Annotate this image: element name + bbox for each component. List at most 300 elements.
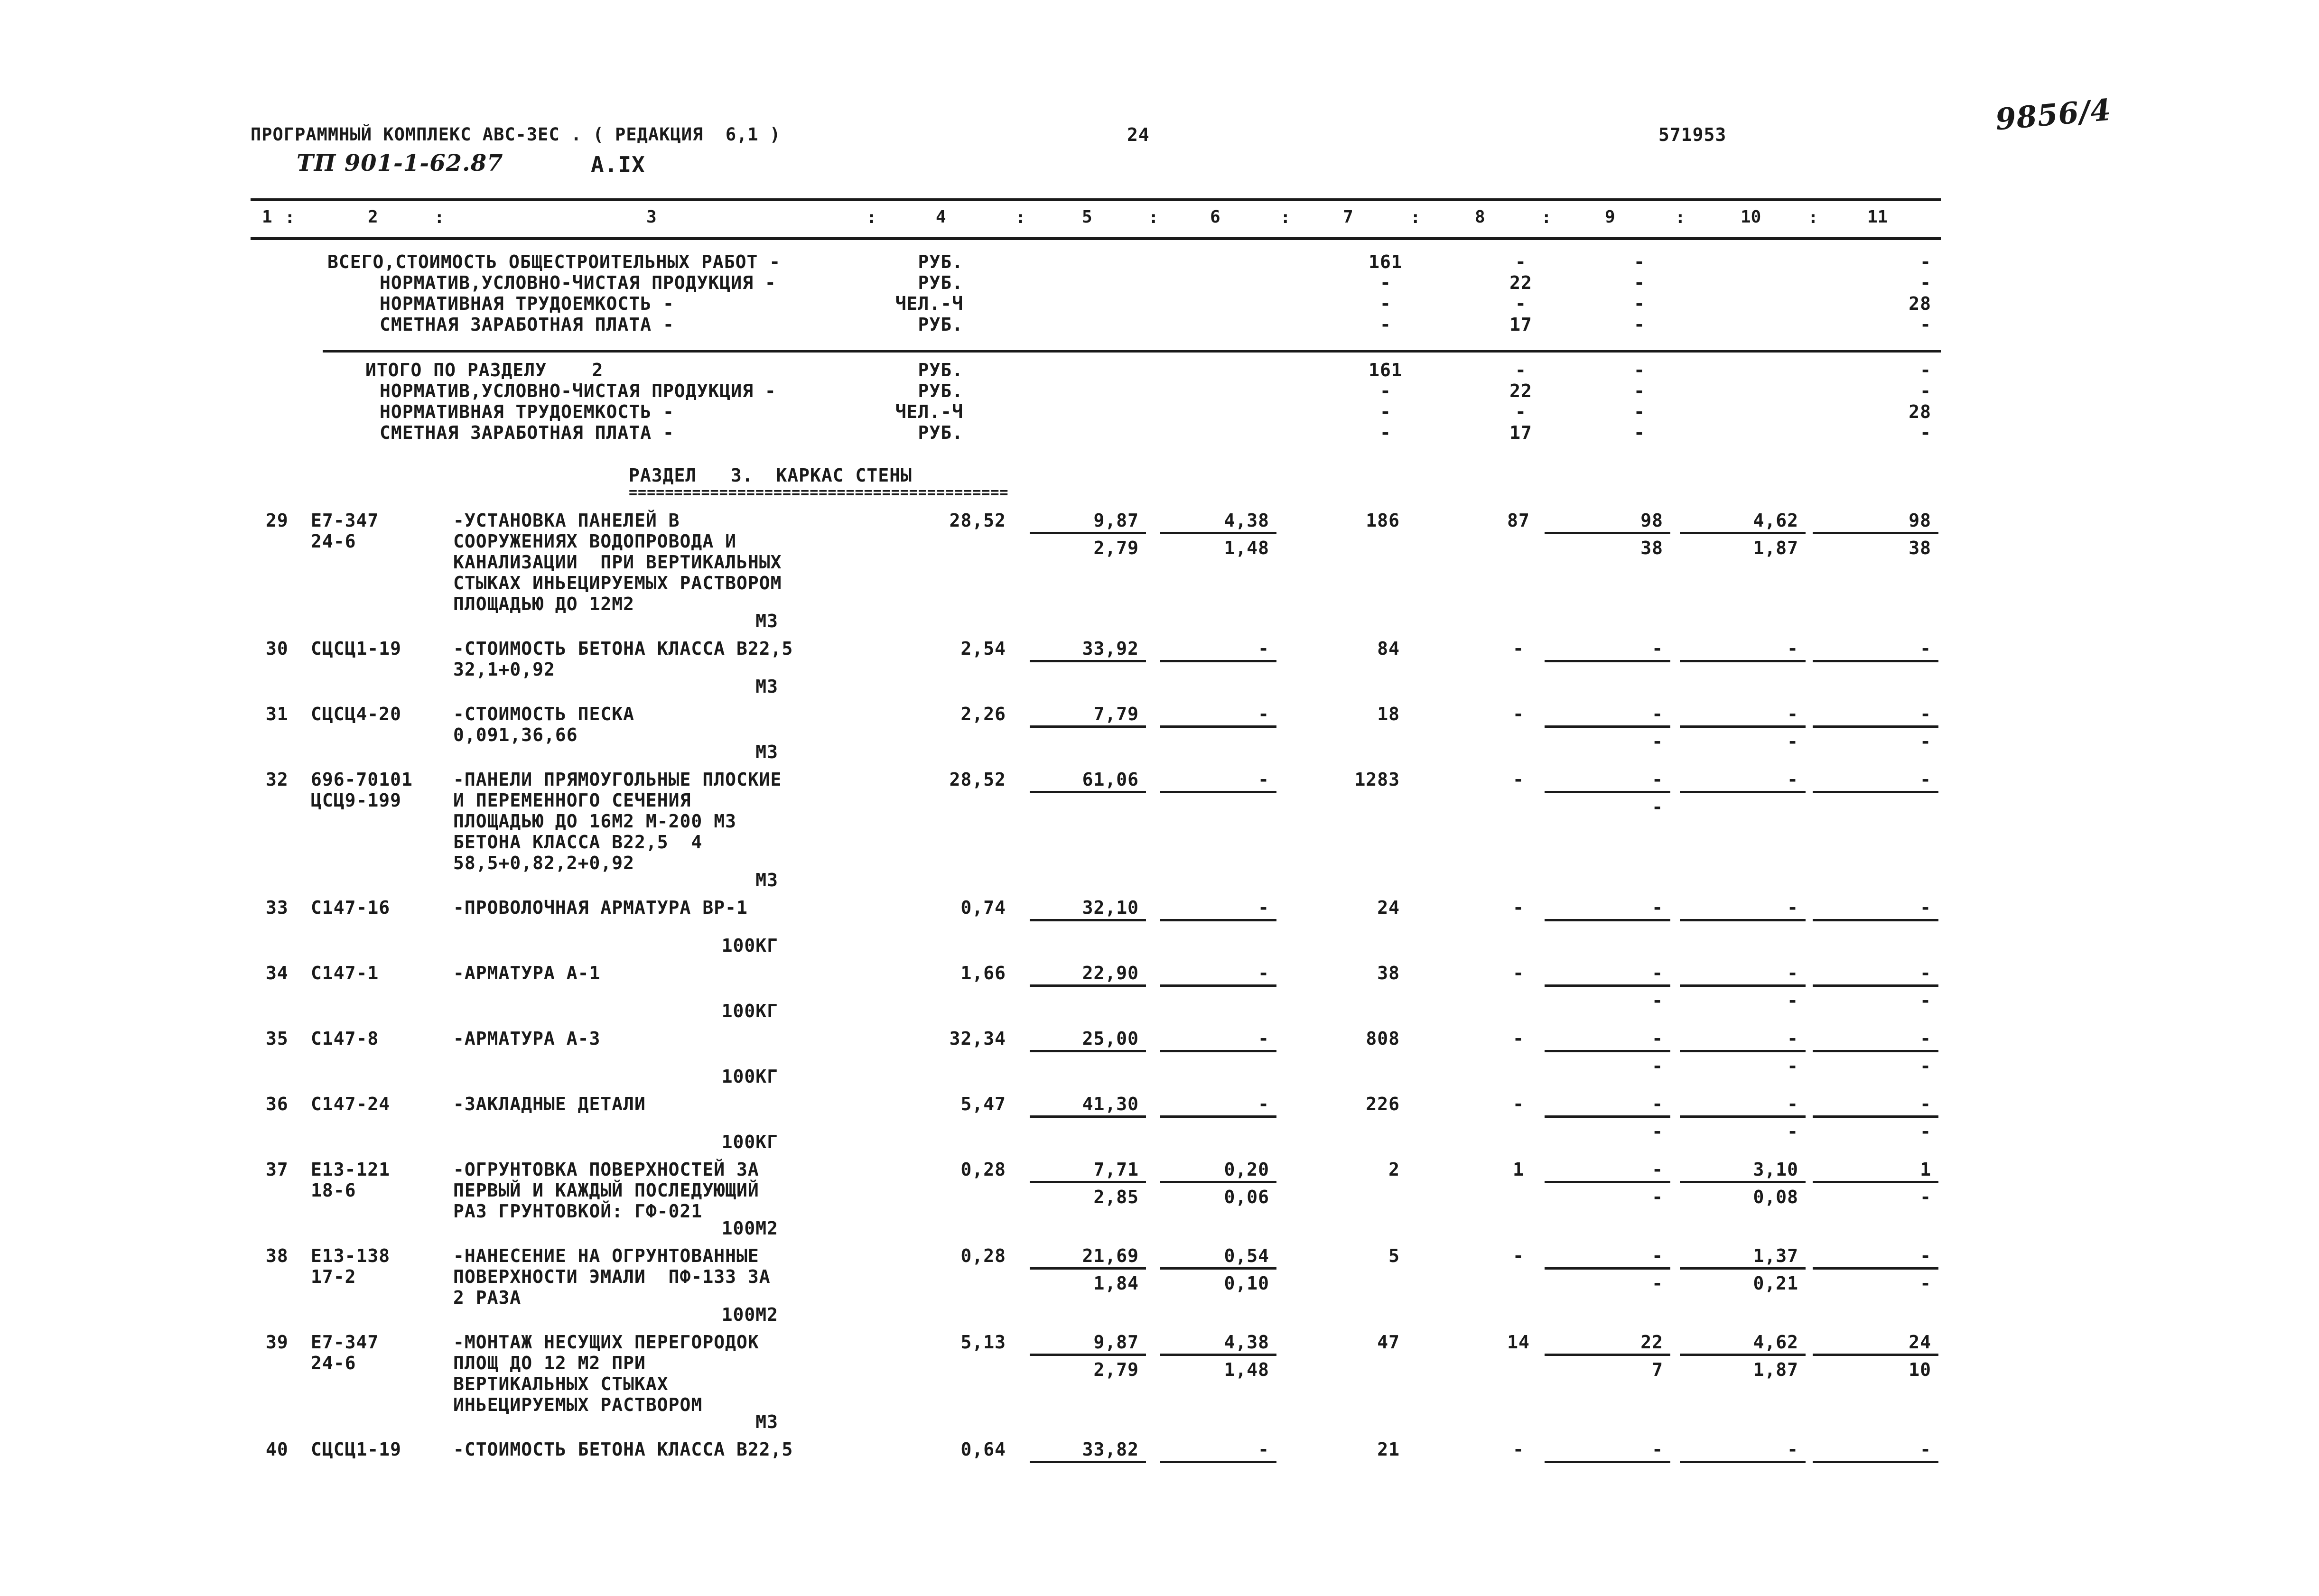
row-number: 30 — [266, 638, 289, 659]
row-description: ПЛОЩАДЬЮ ДО 16М2 М-200 М3 — [453, 811, 736, 832]
cell-underline — [1545, 1181, 1670, 1183]
doc-code: ТП 901-1-62.87 — [297, 150, 503, 176]
summary-unit: РУБ. — [918, 380, 963, 401]
program-title: ПРОГРАММНЫЙ КОМПЛЕКС АВС-ЗЕС . ( РЕДАКЦИЯ 6,1 ) — [251, 124, 781, 145]
row-col10: - — [1787, 1439, 1798, 1460]
row-number: 36 — [266, 1094, 289, 1114]
row-description: ПЛОЩАДЬЮ ДО 12М2 — [453, 594, 635, 614]
row-number: 33 — [266, 897, 289, 918]
cell-underline — [1160, 1050, 1276, 1052]
cell-underline — [1030, 725, 1146, 728]
summary-col9: - — [1634, 293, 1645, 314]
row-unit: 100М2 — [721, 1304, 778, 1325]
row-col10: - — [1787, 1094, 1798, 1114]
row-machine-cost: 4,38 — [1224, 1332, 1269, 1353]
summary-line: СМЕТНАЯ ЗАРАБОТНАЯ ПЛАТА - — [380, 314, 674, 335]
cell-underline — [1813, 1115, 1938, 1118]
row-machine-cost: 0,20 — [1224, 1159, 1269, 1180]
row-unit-cost: 33,82 — [1082, 1439, 1139, 1460]
row-col11-second: - — [1920, 1056, 1931, 1076]
row-total-cost: 21 — [1377, 1439, 1400, 1460]
column-header: 8 — [1475, 207, 1485, 227]
row-description: -ПРОВОЛОЧНАЯ АРМАТУРА ВР-1 — [453, 897, 748, 918]
row-machine-cost-wage: 1,48 — [1224, 538, 1269, 558]
summary-col9: - — [1634, 380, 1645, 401]
row-number: 40 — [266, 1439, 289, 1460]
cell-underline — [1680, 1115, 1806, 1118]
cell-underline — [1680, 984, 1806, 987]
row-col10: - — [1787, 963, 1798, 984]
row-unit-cost: 9,87 — [1093, 510, 1139, 531]
cell-underline — [1680, 1461, 1806, 1463]
row-code: ЦСЦ9-199 — [311, 790, 402, 811]
row-col10: 4,62 — [1753, 1332, 1798, 1353]
row-quantity: 0,28 — [960, 1159, 1006, 1180]
row-description: 2 РАЗА — [453, 1287, 522, 1308]
cell-underline — [1680, 919, 1806, 921]
row-col11-second: - — [1920, 1121, 1931, 1142]
summary-unit: РУБ. — [918, 360, 963, 380]
row-machine-cost-wage: 0,06 — [1224, 1187, 1269, 1207]
row-col10-second: - — [1787, 1056, 1798, 1076]
row-code: СЦСЦ1-19 — [311, 1439, 402, 1460]
cell-underline — [1030, 1267, 1146, 1270]
row-col11: - — [1920, 1439, 1931, 1460]
row-description: -НАНЕСЕНИЕ НА ОГРУНТОВАННЫЕ — [453, 1245, 759, 1266]
row-col8: - — [1513, 1245, 1524, 1266]
row-col9-second: 38 — [1640, 538, 1663, 558]
row-number: 39 — [266, 1332, 289, 1353]
section-title-underline: ========================================== — [629, 484, 1009, 501]
summary-col11: - — [1920, 422, 1931, 443]
row-col11: - — [1920, 1094, 1931, 1114]
row-total-cost: 18 — [1377, 704, 1400, 724]
row-unit-cost: 22,90 — [1082, 963, 1139, 984]
code-right: 571953 — [1658, 124, 1727, 145]
album-code: А.IX — [591, 152, 645, 177]
cell-underline — [1030, 791, 1146, 793]
row-number: 37 — [266, 1159, 289, 1180]
cell-underline — [1813, 1461, 1938, 1463]
row-number: 34 — [266, 963, 289, 984]
row-description: ПЛОЩ ДО 12 М2 ПРИ — [453, 1353, 646, 1373]
cell-underline — [1545, 532, 1670, 534]
cell-underline — [1813, 984, 1938, 987]
summary-col7: - — [1380, 401, 1391, 422]
column-header: 11 — [1867, 207, 1888, 227]
row-code: 24-6 — [311, 531, 356, 552]
row-machine-cost: - — [1258, 963, 1269, 984]
row-col9-second: - — [1652, 990, 1663, 1011]
summary-rule-1 — [323, 350, 1941, 353]
row-number: 35 — [266, 1028, 289, 1049]
row-col8: - — [1513, 1439, 1524, 1460]
cell-underline — [1680, 1050, 1806, 1052]
row-col10-second: 0,21 — [1753, 1273, 1798, 1294]
row-total-cost: 808 — [1366, 1028, 1400, 1049]
summary-col9: - — [1634, 314, 1645, 335]
cell-underline — [1545, 660, 1670, 662]
row-machine-cost: - — [1258, 638, 1269, 659]
row-quantity: 0,74 — [960, 897, 1006, 918]
row-col10: - — [1787, 638, 1798, 659]
summary-col7: - — [1380, 380, 1391, 401]
column-header: 4 — [936, 207, 946, 227]
row-col11-second: - — [1920, 1273, 1931, 1294]
row-unit-cost-wage: 2,79 — [1093, 538, 1139, 558]
row-quantity: 32,34 — [949, 1028, 1006, 1049]
row-unit-cost: 25,00 — [1082, 1028, 1139, 1049]
row-total-cost: 226 — [1366, 1094, 1400, 1114]
summary-col11: - — [1920, 251, 1931, 272]
cell-underline — [1030, 1115, 1146, 1118]
cell-underline — [1545, 1461, 1670, 1463]
row-description: БЕТОНА КЛАССА В22,5 4 — [453, 832, 703, 853]
column-header: 7 — [1343, 207, 1353, 227]
cell-underline — [1545, 1050, 1670, 1052]
row-unit-cost: 7,71 — [1093, 1159, 1139, 1180]
column-separator: : — [1280, 208, 1291, 227]
row-description: ИНЬЕЦИРУЕМЫХ РАСТВОРОМ — [453, 1394, 703, 1415]
row-total-cost: 84 — [1377, 638, 1400, 659]
summary-col8: - — [1515, 401, 1527, 422]
row-description: -СТОИМОСТЬ БЕТОНА КЛАССА В22,5 — [453, 638, 793, 659]
row-quantity: 0,28 — [960, 1245, 1006, 1266]
column-separators: : — [285, 208, 296, 227]
row-col10: 4,62 — [1753, 510, 1798, 531]
column-header: 9 — [1605, 207, 1615, 227]
row-col11: - — [1920, 704, 1931, 724]
row-code: С147-8 — [311, 1028, 379, 1049]
header-bottom-rule — [251, 237, 1941, 240]
column-header: 2 — [368, 207, 378, 227]
column-separator: : — [1015, 208, 1026, 227]
row-total-cost: 38 — [1377, 963, 1400, 984]
row-total-cost: 24 — [1377, 897, 1400, 918]
row-col11: 24 — [1909, 1332, 1931, 1353]
row-col9: - — [1652, 1094, 1663, 1114]
row-col10: - — [1787, 769, 1798, 790]
row-col10-second: 1,87 — [1753, 1359, 1798, 1380]
row-col10: - — [1787, 897, 1798, 918]
row-unit: М3 — [755, 742, 778, 762]
row-machine-cost: - — [1258, 897, 1269, 918]
row-code: СЦСЦ4-20 — [311, 704, 402, 724]
row-col8: - — [1513, 704, 1524, 724]
row-machine-cost: - — [1258, 1094, 1269, 1114]
cell-underline — [1030, 660, 1146, 662]
summary-line: ИТОГО ПО РАЗДЕЛУ 2 — [365, 360, 604, 380]
cell-underline — [1160, 1181, 1276, 1183]
cell-underline — [1160, 791, 1276, 793]
page-number: 24 — [1127, 124, 1150, 145]
row-col9-second: - — [1652, 1273, 1663, 1294]
row-quantity: 28,52 — [949, 510, 1006, 531]
row-machine-cost-wage: 0,10 — [1224, 1273, 1269, 1294]
cell-underline — [1813, 1354, 1938, 1356]
row-quantity: 5,47 — [960, 1094, 1006, 1114]
row-col11-second: 38 — [1909, 538, 1931, 558]
column-header: 1 — [262, 207, 272, 227]
row-col9: 98 — [1640, 510, 1663, 531]
cell-underline — [1545, 1354, 1670, 1356]
cell-underline — [1160, 660, 1276, 662]
row-unit: 100КГ — [721, 1132, 778, 1152]
row-col8: 87 — [1507, 510, 1530, 531]
row-machine-cost: 0,54 — [1224, 1245, 1269, 1266]
cell-underline — [1813, 791, 1938, 793]
row-code: Е13-138 — [311, 1245, 391, 1266]
row-quantity: 2,26 — [960, 704, 1006, 724]
summary-unit: РУБ. — [918, 422, 963, 443]
row-col9: - — [1652, 1439, 1663, 1460]
row-col9: - — [1652, 1159, 1663, 1180]
row-unit-cost-wage: 2,85 — [1093, 1187, 1139, 1207]
row-description: 0,091,36,66 — [453, 724, 578, 745]
row-code: Е7-347 — [311, 1332, 379, 1353]
row-total-cost: 5 — [1388, 1245, 1400, 1266]
column-header: 10 — [1741, 207, 1761, 227]
column-separator: : — [1675, 208, 1686, 227]
summary-col9: - — [1634, 360, 1645, 380]
row-description: -АРМАТУРА А-3 — [453, 1028, 601, 1049]
cell-underline — [1030, 919, 1146, 921]
cell-underline — [1030, 1050, 1146, 1052]
summary-line: НОРМАТИВНАЯ ТРУДОЕМКОСТЬ - — [380, 293, 674, 314]
row-machine-cost-wage: 1,48 — [1224, 1359, 1269, 1380]
summary-unit: ЧЕЛ.-Ч — [895, 293, 963, 314]
row-quantity: 5,13 — [960, 1332, 1006, 1353]
row-col11: - — [1920, 638, 1931, 659]
row-col9: 22 — [1640, 1332, 1663, 1353]
row-col9-second: - — [1652, 1121, 1663, 1142]
cell-underline — [1680, 1354, 1806, 1356]
row-col10: - — [1787, 704, 1798, 724]
row-col11: - — [1920, 769, 1931, 790]
row-col11: - — [1920, 1245, 1931, 1266]
cell-underline — [1813, 532, 1938, 534]
row-quantity: 1,66 — [960, 963, 1006, 984]
row-code: 17-2 — [311, 1266, 356, 1287]
section-title: РАЗДЕЛ 3. КАРКАС СТЕНЫ — [629, 465, 912, 486]
row-col8: - — [1513, 769, 1524, 790]
row-description: ПОВЕРХНОСТИ ЭМАЛИ ПФ-133 ЗА — [453, 1266, 771, 1287]
row-col10-second: 1,87 — [1753, 538, 1798, 558]
summary-col7: - — [1380, 272, 1391, 293]
cell-underline — [1813, 1267, 1938, 1270]
row-col8: - — [1513, 963, 1524, 984]
row-unit: М3 — [755, 611, 778, 631]
row-col9: - — [1652, 1028, 1663, 1049]
row-number: 31 — [266, 704, 289, 724]
row-description: -АРМАТУРА А-1 — [453, 963, 601, 984]
column-separator: : — [434, 208, 445, 227]
summary-col8: - — [1515, 293, 1527, 314]
row-total-cost: 47 — [1377, 1332, 1400, 1353]
row-number: 32 — [266, 769, 289, 790]
summary-col8: 17 — [1509, 314, 1532, 335]
cell-underline — [1680, 791, 1806, 793]
row-col9: - — [1652, 704, 1663, 724]
row-unit-cost: 41,30 — [1082, 1094, 1139, 1114]
cell-underline — [1545, 1115, 1670, 1118]
row-description: -ОГРУНТОВКА ПОВЕРХНОСТЕЙ ЗА — [453, 1159, 759, 1180]
row-col11-second: - — [1920, 1187, 1931, 1207]
row-col10-second: - — [1787, 990, 1798, 1011]
row-col11-second: - — [1920, 990, 1931, 1011]
summary-line: НОРМАТИВ,УСЛОВНО-ЧИСТАЯ ПРОДУКЦИЯ - — [380, 380, 776, 401]
summary-col7: - — [1380, 422, 1391, 443]
row-col9: - — [1652, 963, 1663, 984]
cell-underline — [1545, 1267, 1670, 1270]
summary-col11: - — [1920, 272, 1931, 293]
cell-underline — [1030, 532, 1146, 534]
summary-col8: 17 — [1509, 422, 1532, 443]
summary-col9: - — [1634, 422, 1645, 443]
cell-underline — [1160, 1461, 1276, 1463]
row-col8: - — [1513, 897, 1524, 918]
row-description: СООРУЖЕНИЯХ ВОДОПРОВОДА И — [453, 531, 736, 552]
cell-underline — [1813, 725, 1938, 728]
row-unit: М3 — [755, 1411, 778, 1432]
cell-underline — [1030, 1181, 1146, 1183]
row-code: 18-6 — [311, 1180, 356, 1201]
cell-underline — [1813, 919, 1938, 921]
row-col9: - — [1652, 897, 1663, 918]
row-col10-second: 0,08 — [1753, 1187, 1798, 1207]
row-unit-cost: 61,06 — [1082, 769, 1139, 790]
row-description: -СТОИМОСТЬ ПЕСКА — [453, 704, 635, 724]
summary-col11: - — [1920, 380, 1931, 401]
row-description: КАНАЛИЗАЦИИ ПРИ ВЕРТИКАЛЬНЫХ — [453, 552, 782, 573]
summary-line: СМЕТНАЯ ЗАРАБОТНАЯ ПЛАТА - — [380, 422, 674, 443]
row-col10: 3,10 — [1753, 1159, 1798, 1180]
row-code: 696-70101 — [311, 769, 413, 790]
row-machine-cost: - — [1258, 704, 1269, 724]
cell-underline — [1160, 1267, 1276, 1270]
cell-underline — [1030, 984, 1146, 987]
row-col9-second: - — [1652, 1187, 1663, 1207]
cell-underline — [1680, 725, 1806, 728]
row-unit-cost: 7,79 — [1093, 704, 1139, 724]
row-col8: - — [1513, 1028, 1524, 1049]
row-machine-cost: - — [1258, 1028, 1269, 1049]
column-header: 6 — [1210, 207, 1220, 227]
summary-col7: - — [1380, 314, 1391, 335]
row-description: СТЫКАХ ИНЬЕЦИРУЕМЫХ РАСТВОРОМ — [453, 573, 782, 594]
row-col11: - — [1920, 1028, 1931, 1049]
summary-line: НОРМАТИВ,УСЛОВНО-ЧИСТАЯ ПРОДУКЦИЯ - — [380, 272, 776, 293]
row-machine-cost: 4,38 — [1224, 510, 1269, 531]
cell-underline — [1160, 984, 1276, 987]
summary-col9: - — [1634, 401, 1645, 422]
row-unit-cost-wage: 1,84 — [1093, 1273, 1139, 1294]
row-col8: - — [1513, 1094, 1524, 1114]
row-description: ПЕРВЫЙ И КАЖДЫЙ ПОСЛЕДУЮЩИЙ — [453, 1180, 759, 1201]
column-separator: : — [1148, 208, 1159, 227]
top-rule — [251, 198, 1941, 201]
row-code: Е13-121 — [311, 1159, 391, 1180]
row-col10-second: - — [1787, 731, 1798, 752]
row-col10: - — [1787, 1028, 1798, 1049]
cell-underline — [1545, 725, 1670, 728]
handwritten-mark: 9856/4 — [1994, 92, 2113, 137]
summary-col8: - — [1515, 251, 1527, 272]
row-description: 58,5+0,82,2+0,92 — [453, 853, 635, 873]
row-description: И ПЕРЕМЕННОГО СЕЧЕНИЯ — [453, 790, 691, 811]
row-description: -МОНТАЖ НЕСУЩИХ ПЕРЕГОРОДОК — [453, 1332, 759, 1353]
row-code: С147-16 — [311, 897, 391, 918]
row-total-cost: 1283 — [1354, 769, 1400, 790]
row-code: С147-24 — [311, 1094, 391, 1114]
summary-col9: - — [1634, 251, 1645, 272]
column-separator: : — [1541, 208, 1552, 227]
row-col8: - — [1513, 638, 1524, 659]
cell-underline — [1030, 1461, 1146, 1463]
summary-col7: 161 — [1369, 360, 1403, 380]
summary-line: НОРМАТИВНАЯ ТРУДОЕМКОСТЬ - — [380, 401, 674, 422]
row-unit: 100М2 — [721, 1218, 778, 1239]
row-number: 38 — [266, 1245, 289, 1266]
summary-col9: - — [1634, 272, 1645, 293]
row-col11: 98 — [1909, 510, 1931, 531]
row-description: РАЗ ГРУНТОВКОЙ: ГФ-021 — [453, 1201, 703, 1222]
column-separator: : — [1808, 208, 1819, 227]
row-code: С147-1 — [311, 963, 379, 984]
row-col11: - — [1920, 897, 1931, 918]
row-description: -ПАНЕЛИ ПРЯМОУГОЛЬНЫЕ ПЛОСКИЕ — [453, 769, 782, 790]
row-col9: - — [1652, 1245, 1663, 1266]
row-col9-second: - — [1652, 731, 1663, 752]
column-separator: : — [1410, 208, 1421, 227]
cell-underline — [1680, 1267, 1806, 1270]
row-col11: 1 — [1920, 1159, 1931, 1180]
row-description: 32,1+0,92 — [453, 659, 555, 680]
row-unit-cost: 9,87 — [1093, 1332, 1139, 1353]
row-unit: М3 — [755, 676, 778, 697]
summary-col8: 22 — [1509, 272, 1532, 293]
row-description: -ЗАКЛАДНЫЕ ДЕТАЛИ — [453, 1094, 646, 1114]
cell-underline — [1160, 919, 1276, 921]
row-code: СЦСЦ1-19 — [311, 638, 402, 659]
summary-unit: РУБ. — [918, 251, 963, 272]
summary-unit: РУБ. — [918, 314, 963, 335]
row-col8: 14 — [1507, 1332, 1530, 1353]
row-description: ВЕРТИКАЛЬНЫХ СТЫКАХ — [453, 1373, 669, 1394]
row-col9: - — [1652, 769, 1663, 790]
summary-col8: - — [1515, 360, 1527, 380]
row-description: -УСТАНОВКА ПАНЕЛЕЙ В — [453, 510, 680, 531]
row-total-cost: 2 — [1388, 1159, 1400, 1180]
row-unit: 100КГ — [721, 1001, 778, 1021]
row-col9-second: - — [1652, 1056, 1663, 1076]
row-col9-second: - — [1652, 797, 1663, 817]
row-col9-second: 7 — [1652, 1359, 1663, 1380]
row-col11: - — [1920, 963, 1931, 984]
cell-underline — [1160, 725, 1276, 728]
cell-underline — [1160, 1115, 1276, 1118]
row-unit-cost: 21,69 — [1082, 1245, 1139, 1266]
cell-underline — [1813, 1181, 1938, 1183]
summary-col11: 28 — [1909, 293, 1931, 314]
row-col11-second: - — [1920, 731, 1931, 752]
summary-col11: - — [1920, 314, 1931, 335]
cell-underline — [1160, 1354, 1276, 1356]
cell-underline — [1813, 660, 1938, 662]
row-col10: 1,37 — [1753, 1245, 1798, 1266]
cell-underline — [1030, 1354, 1146, 1356]
column-header: 5 — [1082, 207, 1092, 227]
